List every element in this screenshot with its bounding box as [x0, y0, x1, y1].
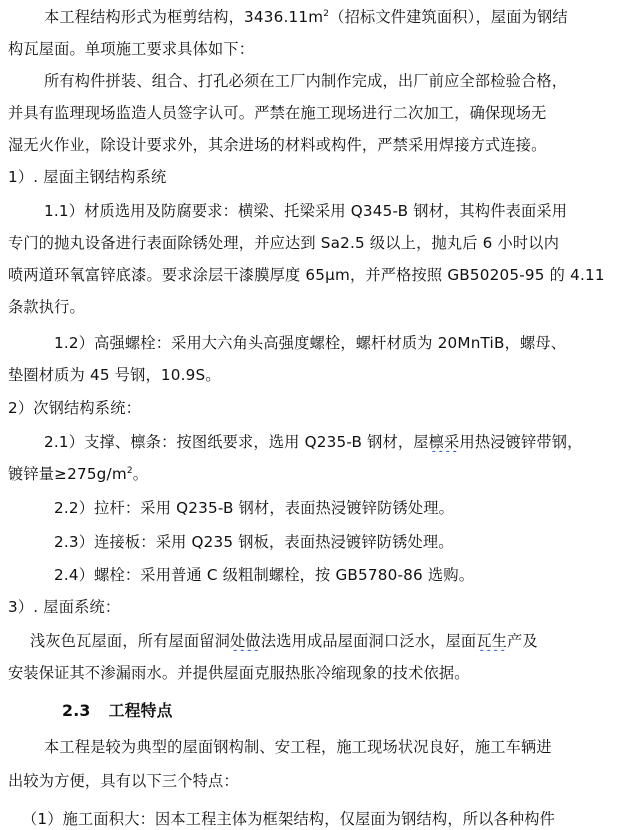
roof-system-line-2: 安装保证其不渗漏雨水。并提供屋面克服热胀冷缩现象的技术依据。 — [8, 664, 470, 682]
features-line-2: 出较为方便，具有以下三个特点： — [8, 772, 239, 790]
item-1-1-line-3: 喷两道环氧富锌底漆。要求涂层干漆膜厚度 65μm，并严格按照 GB50205-95 的 4.11 — [8, 266, 605, 284]
item-1-1-line-4: 条款执行。 — [8, 298, 85, 316]
item-2-4: 2.4）螺栓：采用普通 C 级粗制螺栓，按 GB5780-86 选购。 — [54, 566, 475, 584]
section-number: 2.3 — [62, 701, 91, 720]
intro-text-b: （招标文件建筑面积），屋面为钢结 — [329, 8, 568, 26]
item-1-2-line-1: 1.2）高强螺栓：采用大六角头高强度螺栓，螺杆材质为 20MnTiB，螺母、 — [54, 334, 567, 352]
item-2-1-text-a: 2.1）支撑、檩条：按图纸要求，选用 Q235-B 钢材，屋 — [44, 433, 429, 451]
spellcheck-underlined-text: 处做 — [230, 632, 261, 650]
requirements-line-3: 湿无火作业，除设计要求外，其余进场的材料或构件，严禁采用焊接方式连接。 — [8, 136, 547, 154]
item-1-1-line-1: 1.1）材质选用及防腐要求：横梁、托梁采用 Q345-B 钢材，其构件表面采用 — [44, 202, 568, 220]
intro-line-2: 构瓦屋面。单项施工要求具体如下： — [8, 40, 255, 58]
features-line-1: 本工程是较为典型的屋面钢构制、安工程，施工现场状况良好，施工车辆进 — [44, 738, 552, 756]
superscript-2: 2 — [323, 9, 330, 19]
feature-item-1: （1）施工面积大：因本工程主体为框架结构，仅屋面为钢结构，所以各种构件 — [22, 810, 556, 828]
item-1-1-line-2: 专门的抛丸设备进行表面除锈处理，并应达到 Sa2.5 级以上，抛丸后 6 小时以内 — [8, 234, 560, 252]
roof-text-b: 法选用成品屋面洞口泛水，屋面 — [260, 632, 477, 650]
roof-text-c: 产及 — [507, 632, 538, 650]
item-2-1-line-2 — [8, 463, 630, 484]
intro-text-a: 本工程结构形式为框剪结构，3436.11m — [44, 8, 324, 26]
item-2-3: 2.3）连接板：采用 Q235 钢板，表面热浸镀锌防锈处理。 — [54, 533, 454, 551]
section-2-heading: 2）次钢结构系统： — [8, 399, 141, 417]
superscript-2: 2 — [126, 466, 133, 476]
section-2-3-heading — [62, 698, 630, 721]
roof-text-a: 浅灰色瓦屋面，所有屋面留洞 — [30, 632, 231, 650]
item-2-2: 2.2）拉杆：采用 Q235-B 钢材，表面热浸镀锌防锈处理。 — [54, 499, 455, 517]
intro-line-1 — [44, 6, 630, 27]
item-2-1-line-1 — [44, 431, 630, 452]
spellcheck-underlined-text: 瓦生 — [476, 632, 508, 650]
section-3-heading: 3）. 屋面系统： — [8, 598, 121, 616]
requirements-line-1: 所有构件拼装、组合、打孔必须在工厂内制作完成，出厂前应全部检验合格， — [44, 72, 568, 90]
item-2-1-text-d: 。 — [132, 465, 149, 483]
section-title: 工程特点 — [108, 701, 173, 720]
item-1-2-line-2: 垫圈材质为 45 号钢，10.9S。 — [8, 366, 221, 384]
item-2-1-text-b: 用热浸镀锌带钢， — [459, 433, 583, 451]
roof-system-line-1 — [30, 630, 630, 651]
requirements-line-2: 并具有监理现场监造人员签字认可。严禁在施工现场进行二次加工，确保现场无 — [8, 104, 547, 122]
item-2-1-text-c: 镀锌量≥275g/m — [8, 465, 127, 483]
spellcheck-underlined-text: 檩采 — [428, 433, 460, 451]
section-1-heading: 1）. 屋面主钢结构系统 — [8, 168, 167, 186]
